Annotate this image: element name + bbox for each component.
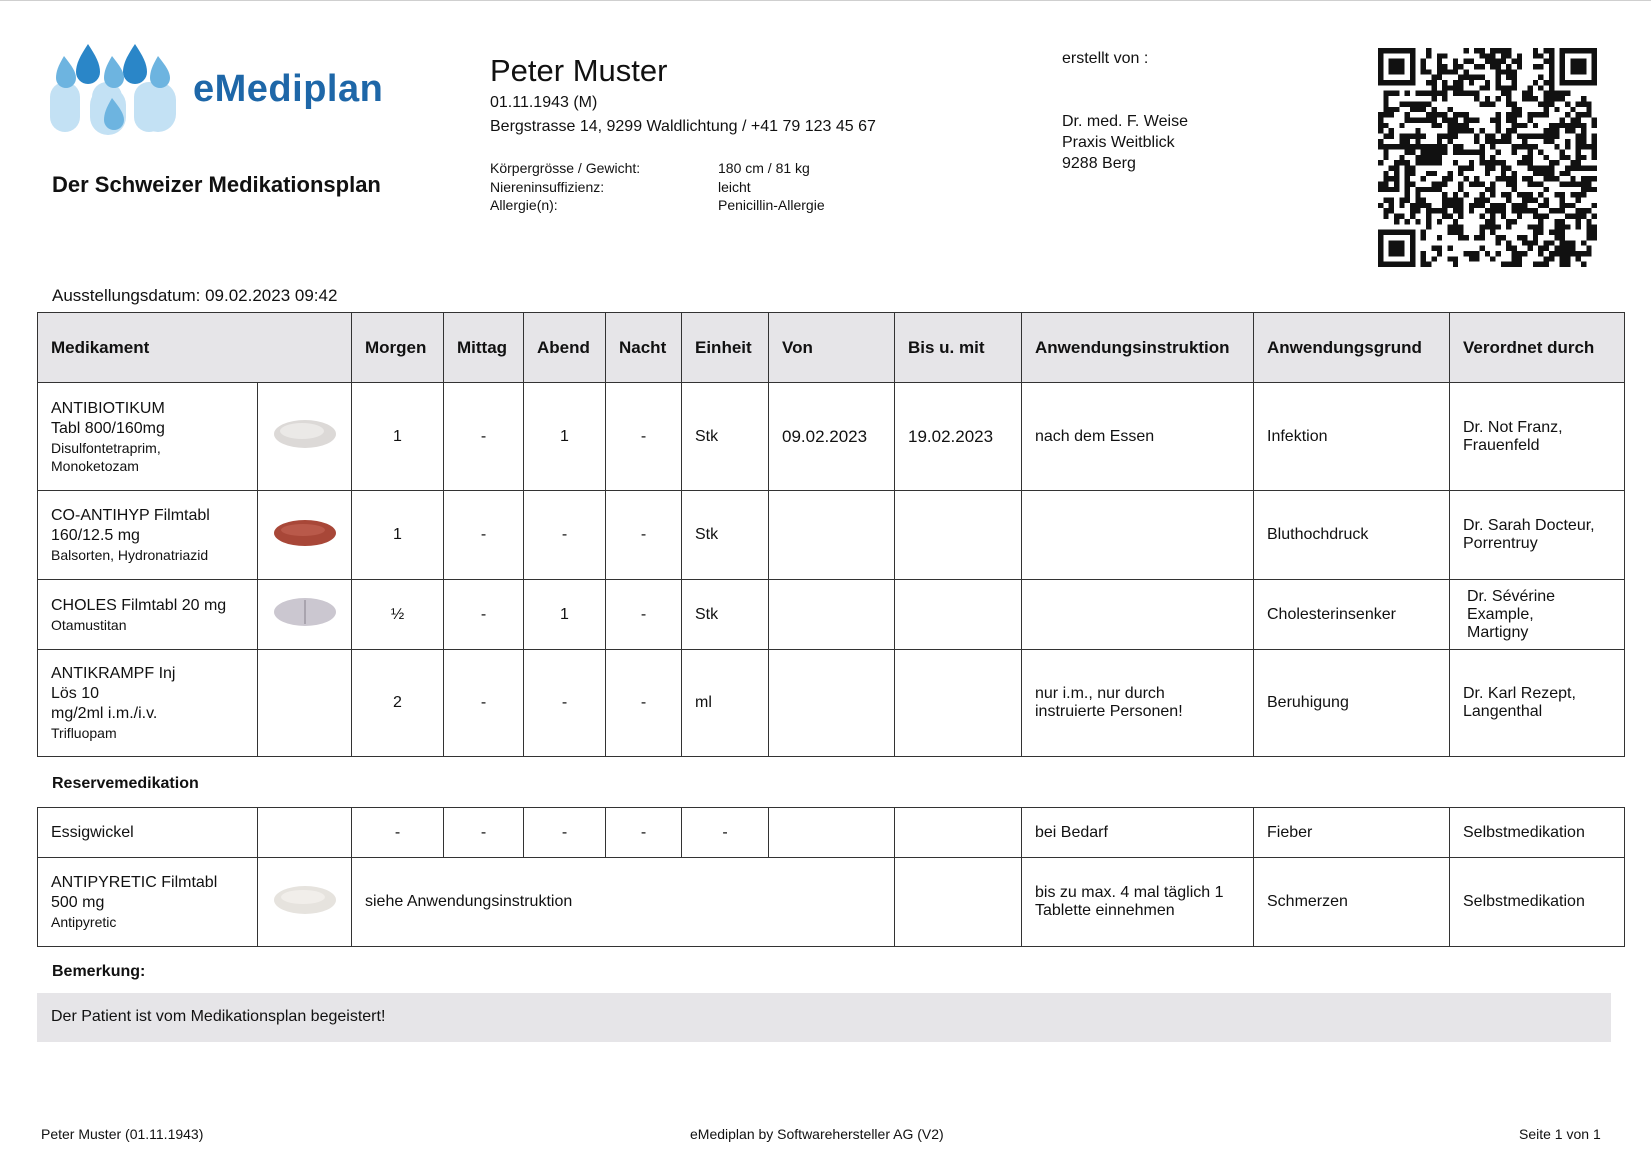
date-from	[769, 580, 895, 650]
pill-image-cell	[258, 383, 352, 491]
pill-image-cell	[258, 491, 352, 580]
prescriber-line: Frauenfeld	[1463, 436, 1540, 454]
pill-oval-grey-icon	[272, 595, 338, 629]
patient-info	[490, 160, 825, 216]
medication-substance: Trifluopam	[51, 725, 117, 741]
pill-image-cell	[258, 808, 352, 858]
dose-morgen: 2	[352, 650, 444, 757]
dose-morgen: 1	[352, 491, 444, 580]
prescriber-line: Dr. Not Franz,	[1463, 418, 1563, 436]
prescriber-line: Dr. Sarah Docteur,	[1463, 517, 1595, 534]
footer-software: eMediplan by Softwarehersteller AG (V2)	[690, 1126, 944, 1142]
medication-substance-line2: Monoketozam	[51, 457, 139, 474]
date-to	[895, 650, 1022, 757]
medication-name-line2: Tabl 800/160mg	[51, 419, 165, 437]
medication-cell	[38, 650, 258, 757]
dose-morgen: ½	[352, 580, 444, 650]
medication-cell	[38, 858, 258, 947]
dose-mittag: -	[444, 808, 524, 858]
reason: Fieber	[1254, 808, 1450, 858]
dose-abend: 1	[524, 580, 606, 650]
dosage-note: siehe Anwendungsinstruktion	[352, 858, 895, 947]
reserve-section-label: Reservemedikation	[52, 775, 199, 792]
reason: Beruhigung	[1254, 650, 1450, 757]
col-header: Einheit	[682, 313, 769, 383]
dose-mittag: -	[444, 491, 524, 580]
medication-substance: Balsorten, Hydronatriazid	[51, 547, 209, 563]
col-header: Bis u. mit	[895, 313, 1022, 383]
pill-oval-white-icon	[272, 883, 338, 917]
medication-cell	[38, 491, 258, 580]
medication-name-line3: mg/2ml i.m./i.v.	[51, 705, 158, 722]
medication-name: CO-ANTIHYP Filmtabl	[51, 507, 210, 524]
reason: Cholesterinsenker	[1254, 580, 1450, 650]
prescriber: Selbstmedikation	[1450, 808, 1625, 858]
table-row	[38, 383, 1625, 491]
medication-substance: Antipyretic	[51, 914, 117, 930]
medication-substance: Otamustitan	[51, 616, 127, 633]
pill-image-cell	[258, 650, 352, 757]
table-row	[38, 858, 1625, 947]
medication-cell	[38, 383, 258, 491]
instruction	[1022, 650, 1254, 757]
date-from: 09.02.2023	[769, 383, 895, 491]
medication-name: CHOLES Filmtabl 20 mg	[51, 596, 227, 614]
col-header: Anwendungsgrund	[1254, 313, 1450, 383]
table-header-row	[38, 313, 1625, 383]
top-divider	[0, 0, 1651, 1]
date-from	[769, 650, 895, 757]
medication-substance: Disulfontetraprim,	[51, 439, 161, 456]
dose-abend: 1	[524, 383, 606, 491]
creator-line: 9288 Berg	[1062, 155, 1136, 172]
prescriber-line: Porrentruy	[1463, 535, 1538, 552]
col-header: Abend	[524, 313, 606, 383]
col-header: Morgen	[352, 313, 444, 383]
prescriber	[1450, 383, 1625, 491]
date-to	[895, 580, 1022, 650]
date-to	[895, 808, 1022, 858]
medication-name-line2: 500 mg	[51, 894, 105, 911]
patient-dob: 01.11.1943 (M)	[490, 94, 598, 111]
creator-label: erstellt von :	[1062, 50, 1149, 67]
dose-abend: -	[524, 491, 606, 580]
prescriber	[1450, 491, 1625, 580]
instruction: bei Bedarf	[1022, 808, 1254, 858]
prescriber	[1450, 650, 1625, 757]
col-header: Mittag	[444, 313, 524, 383]
creator-block	[1062, 48, 1188, 174]
prescriber-line: Dr. Sévérine	[1467, 587, 1556, 605]
dose-nacht: -	[606, 580, 682, 650]
dose-abend: -	[524, 650, 606, 757]
medication-name: Essigwickel	[38, 808, 258, 858]
prescriber-line: Dr. Karl Rezept,	[1463, 685, 1576, 702]
date-to	[895, 491, 1022, 580]
instruction	[1022, 858, 1254, 947]
medication-table	[37, 312, 1625, 757]
info-value: Penicillin-Allergie	[718, 197, 825, 213]
patient-name: Peter Muster	[490, 53, 668, 88]
unit: Stk	[682, 580, 769, 650]
col-header: Von	[769, 313, 895, 383]
unit: Stk	[682, 491, 769, 580]
table-row	[38, 808, 1625, 858]
instruction	[1022, 491, 1254, 580]
creator-line: Praxis Weitblick	[1062, 134, 1175, 151]
dose-nacht: -	[606, 383, 682, 491]
dose-abend: -	[524, 808, 606, 858]
dose-nacht: -	[606, 808, 682, 858]
footer-page-number: Seite 1 von 1	[1519, 1126, 1601, 1142]
col-header: Anwendungsinstruktion	[1022, 313, 1254, 383]
dose-morgen: 1	[352, 383, 444, 491]
qr-code-icon	[1378, 48, 1597, 267]
footer-patient: Peter Muster (01.11.1943)	[41, 1126, 204, 1142]
instruction	[1022, 580, 1254, 650]
document-subtitle: Der Schweizer Medikationsplan	[52, 172, 381, 197]
creator-line: Dr. med. F. Weise	[1062, 113, 1188, 130]
table-row	[38, 580, 1625, 650]
dose-nacht: -	[606, 650, 682, 757]
col-header: Medikament	[38, 313, 352, 383]
pill-oval-red-icon	[272, 516, 338, 550]
patient-address: Bergstrasse 14, 9299 Waldlichtung / +41 79 123 45 67	[490, 118, 876, 135]
table-row	[38, 650, 1625, 757]
instruction-line: Tablette einnehmen	[1035, 902, 1175, 919]
info-label: Allergie(n):	[490, 197, 558, 213]
date-to: 19.02.2023	[895, 383, 1022, 491]
info-value: leicht	[718, 178, 751, 195]
instruction-line: bis zu max. 4 mal täglich 1	[1035, 884, 1224, 901]
pill-oval-white-icon	[272, 417, 338, 451]
pill-image-cell	[258, 858, 352, 947]
remark-box	[37, 993, 1611, 1042]
dose-nacht: -	[606, 491, 682, 580]
medication-name: ANTIPYRETIC Filmtabl	[51, 874, 218, 891]
col-header: Nacht	[606, 313, 682, 383]
instruction-line: nur i.m., nur durch	[1035, 685, 1165, 702]
unit: -	[682, 808, 769, 858]
pill-image-cell	[258, 580, 352, 650]
medication-name: ANTIBIOTIKUM	[51, 399, 165, 417]
prescriber-line: Example,	[1467, 605, 1534, 623]
date-from	[769, 491, 895, 580]
info-label: Körpergrösse / Gewicht:	[490, 160, 641, 176]
info-label: Niereninsuffizienz:	[490, 178, 605, 195]
col-header: Verordnet durch	[1450, 313, 1625, 383]
dose-morgen: -	[352, 808, 444, 858]
table-row	[38, 491, 1625, 580]
reason: Infektion	[1254, 383, 1450, 491]
medication-cell	[38, 580, 258, 650]
dose-mittag: -	[444, 580, 524, 650]
instruction	[1022, 383, 1254, 491]
unit: Stk	[682, 383, 769, 491]
prescriber-line: Martigny	[1467, 623, 1529, 641]
reason: Bluthochdruck	[1254, 491, 1450, 580]
unit: ml	[682, 650, 769, 757]
medication-name: ANTIKRAMPF Inj	[51, 665, 176, 682]
info-value: 180 cm / 81 kg	[718, 160, 810, 176]
medication-name-line2: 160/12.5 mg	[51, 527, 140, 544]
date-from	[769, 808, 895, 858]
instruction-line: instruierte Personen!	[1035, 703, 1183, 720]
logo-text: eMediplan	[193, 68, 384, 110]
date-to	[895, 858, 1022, 947]
instruction-line: nach dem Essen	[1035, 427, 1155, 445]
prescriber-line: Langenthal	[1463, 703, 1543, 720]
medication-name-line2: Lös 10	[51, 685, 100, 702]
prescriber: Selbstmedikation	[1450, 858, 1625, 947]
remark-text: Der Patient ist vom Medikationsplan begeistert!	[51, 1008, 386, 1025]
dose-mittag: -	[444, 383, 524, 491]
reserve-medication-table	[37, 807, 1625, 947]
issue-date: Ausstellungsdatum: 09.02.2023 09:42	[52, 286, 338, 305]
dose-mittag: -	[444, 650, 524, 757]
reason: Schmerzen	[1254, 858, 1450, 947]
prescriber	[1450, 580, 1625, 650]
remark-label: Bemerkung:	[52, 963, 146, 980]
